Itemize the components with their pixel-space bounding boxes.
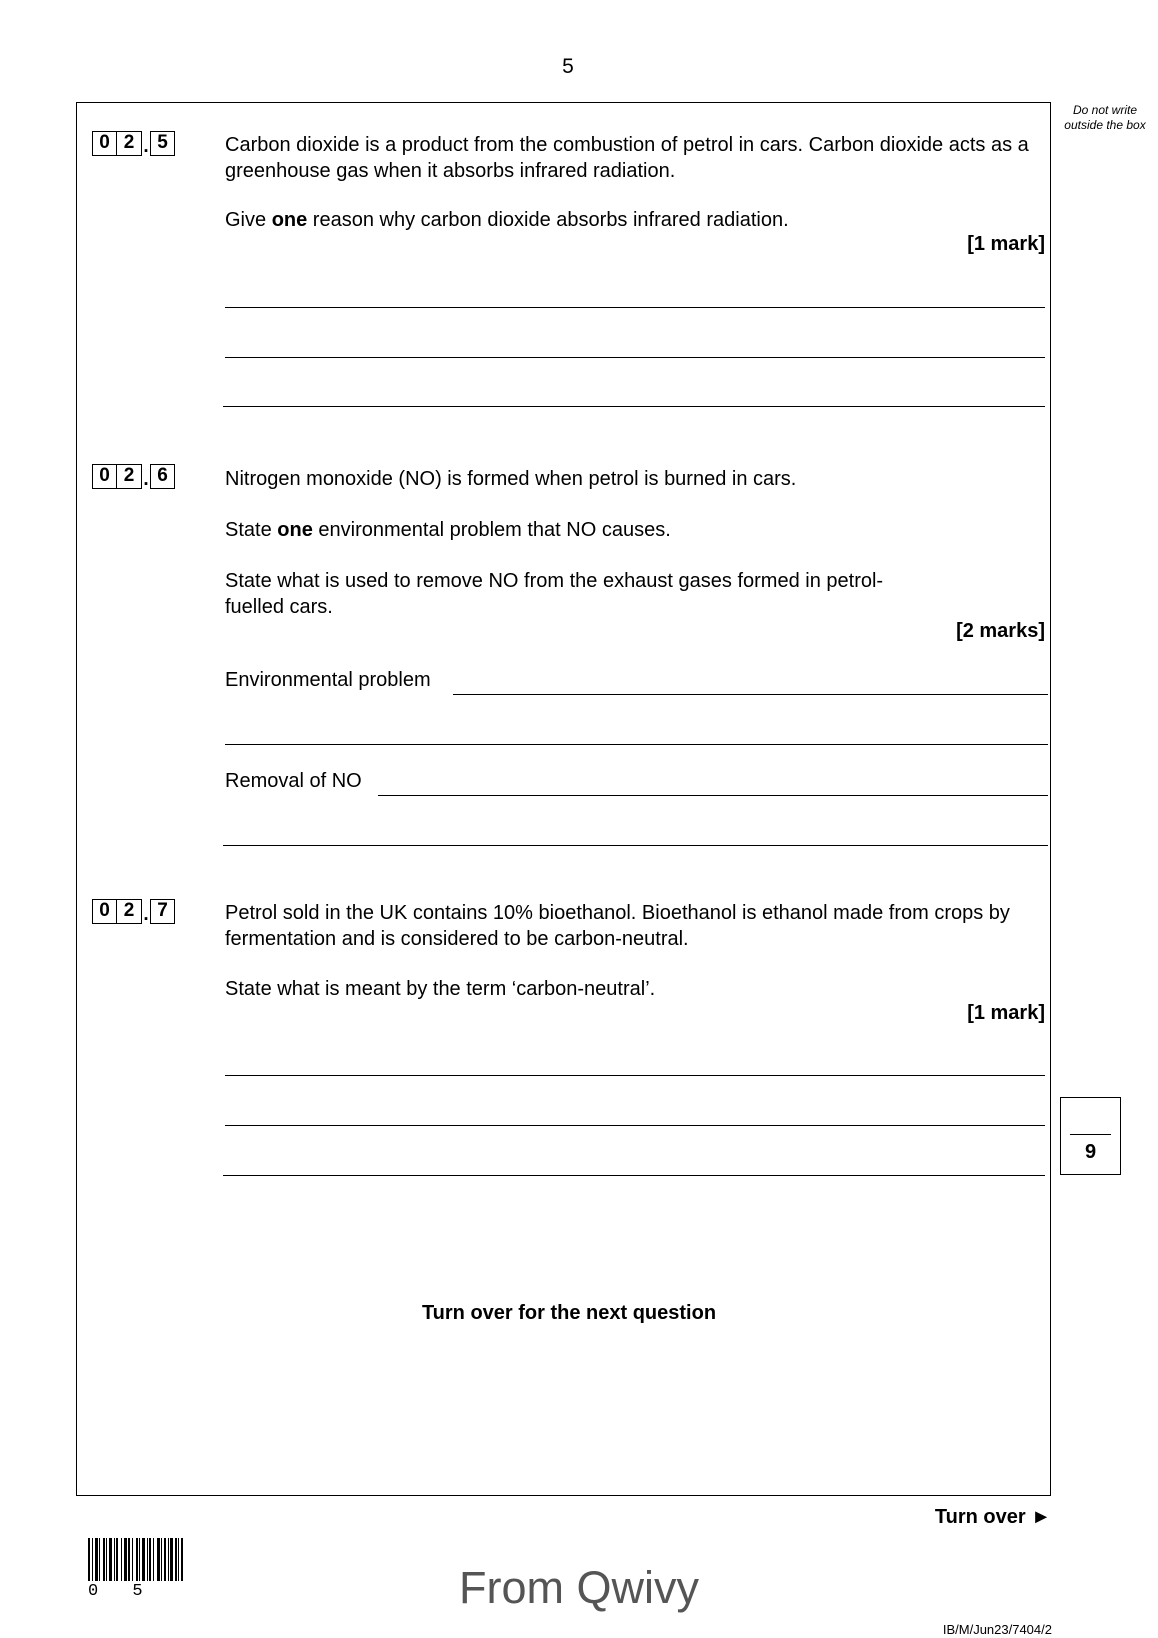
question-02-6-prompt2: State what is used to remove NO from the exhaust gases formed in petrol-fuelled cars. xyxy=(225,570,884,618)
answer-line[interactable] xyxy=(225,357,1045,358)
prompt-emphasis: one xyxy=(271,209,308,231)
watermark: From Qwivy xyxy=(459,1562,699,1613)
turn-over-next-question: Turn over for the next question xyxy=(421,1302,717,1324)
question-number-02-7 xyxy=(92,899,175,924)
question-dot: . xyxy=(143,136,149,157)
margin-note: Do not write outside the box xyxy=(1064,103,1146,132)
environmental-problem-answer-line[interactable] xyxy=(453,694,1048,695)
question-digit: 6 xyxy=(150,464,175,489)
answer-line[interactable] xyxy=(223,406,1045,407)
question-02-6-intro: Nitrogen monoxide (NO) is formed when petrol is burned in cars. xyxy=(225,468,797,490)
question-number-02-6 xyxy=(92,464,175,489)
answer-line[interactable] xyxy=(225,1075,1045,1076)
question-02-7-prompt: State what is meant by the term ‘carbon-neutral’. xyxy=(225,978,656,1000)
prompt-text: Give xyxy=(225,209,272,231)
question-02-5-prompt xyxy=(225,207,1047,233)
page-total-marks: 9 xyxy=(1084,1141,1097,1163)
question-02-6-marks: [2 marks] xyxy=(956,620,1045,642)
question-dot: . xyxy=(143,904,149,925)
turn-over-label: Turn over ► xyxy=(934,1506,1051,1528)
question-digit: 2 xyxy=(117,131,142,156)
prompt-text: environmental problem that NO causes. xyxy=(312,519,671,541)
question-02-6-prompt xyxy=(225,517,1047,543)
question-digit: 0 xyxy=(92,464,117,489)
question-02-5-marks: [1 mark] xyxy=(967,233,1045,255)
prompt-text: reason why carbon dioxide absorbs infrared radiation. xyxy=(307,209,789,231)
paper-reference: IB/M/Jun23/7404/2 xyxy=(942,1622,1052,1637)
question-dot: . xyxy=(143,469,149,490)
question-digit: 7 xyxy=(150,899,175,924)
question-digit: 0 xyxy=(92,131,117,156)
question-digit: 0 xyxy=(92,899,117,924)
page-total-box xyxy=(1060,1097,1121,1175)
prompt-text: State xyxy=(225,519,278,541)
question-digit: 2 xyxy=(117,464,142,489)
answer-line[interactable] xyxy=(225,307,1045,308)
page-number: 5 xyxy=(562,55,574,78)
barcode-number: 0 5 xyxy=(88,1582,155,1601)
total-write-line xyxy=(1070,1134,1111,1135)
question-02-7-marks: [1 mark] xyxy=(967,1002,1045,1024)
answer-line[interactable] xyxy=(223,845,1048,846)
question-02-5-intro: Carbon dioxide is a product from the combustion of petrol in cars. Carbon dioxide acts as a greenhouse gas when it absorbs infrared radiation. xyxy=(225,134,1029,182)
answer-line[interactable] xyxy=(225,1125,1045,1126)
question-digit: 5 xyxy=(150,131,175,156)
answer-line[interactable] xyxy=(225,744,1048,745)
removal-of-no-answer-line[interactable] xyxy=(378,795,1048,796)
question-number-02-5 xyxy=(92,131,175,156)
question-digit: 2 xyxy=(117,899,142,924)
question-02-7-intro: Petrol sold in the UK contains 10% bioethanol. Bioethanol is ethanol made from crops by fermentation and is considered to be carbon-neutral. xyxy=(225,902,1010,950)
environmental-problem-label: Environmental problem xyxy=(225,669,431,691)
answer-line[interactable] xyxy=(223,1175,1045,1176)
prompt-emphasis: one xyxy=(277,519,313,541)
removal-of-no-label: Removal of NO xyxy=(225,770,362,792)
answer-frame xyxy=(76,102,1051,1496)
